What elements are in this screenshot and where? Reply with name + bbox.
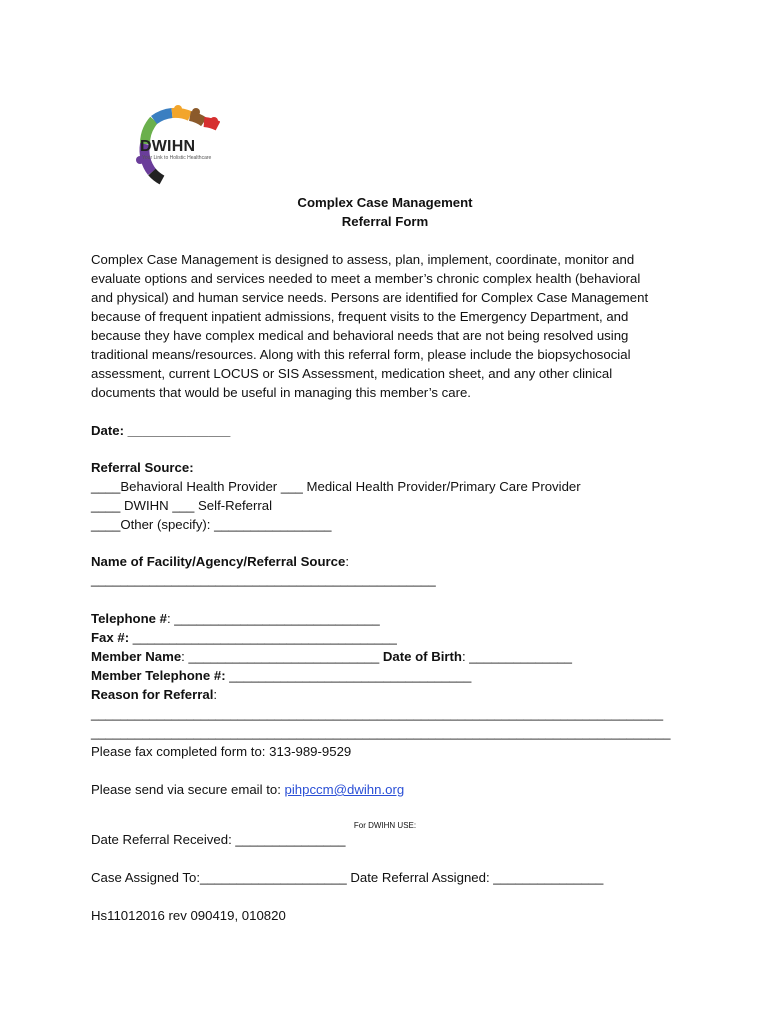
member-telephone-blank[interactable]: _________________________________ [225,668,472,683]
intro-line: evaluate options and services needed to meet a member’s chronic complex health (behavioral [91,271,641,286]
logo-tagline: Your Link to Holistic Healthcare [142,155,212,161]
dob-label: Date of Birth [382,649,462,664]
telephone-label: Telephone # [91,611,167,626]
facility-colon: : [345,554,349,569]
form-title: Complex Case Management [297,195,473,210]
dob-blank[interactable]: : ______________ [461,649,572,664]
referral-source-option[interactable]: ____Behavioral Health Provider ___ Medical Health Provider/Primary Care Provider [91,479,581,494]
intro-line: Complex Case Management is designed to assess, plan, implement, coordinate, monitor and [91,252,635,267]
fax-instruction: Please fax completed form to: 313-989-9529 [91,744,352,759]
reason-colon: : [213,687,218,702]
referral-source-option[interactable]: ____ DWIHN ___ Self-Referral [91,498,273,513]
logo-wordmark: DWIHN [140,138,196,155]
fax-blank[interactable]: ____________________________________ [129,630,397,645]
form-subtitle: Referral Form [341,214,429,229]
intro-line: traditional means/resources. Along with this referral form, please include the biopsychosocial [91,347,631,362]
referral-source-other[interactable]: ____Other (specify): ________________ [91,517,332,532]
reason-blank-line[interactable]: ______________________________________________________________________________ [91,706,664,721]
telephone-row[interactable] [91,609,380,628]
email-instruction: Please send via secure email to: [91,782,285,797]
intro-line: documents that would be useful in managing this member’s care. [91,385,471,400]
reason-label: Reason for Referral [91,687,214,702]
member-telephone-label: Member Telephone #: [91,668,226,683]
date-field[interactable]: Date: ______________ [91,423,231,438]
intro-line: assessment, current LOCUS or SIS Assessment, medication sheet, and any other clinical [91,366,613,381]
member-name-row[interactable] [91,647,572,666]
member-name-blank[interactable]: : __________________________ [181,649,383,664]
intro-line: because of frequent inpatient admissions, frequent visits to the Emergency Department, and [91,309,629,324]
reason-blank-line[interactable]: _______________________________________________________________________________ [91,725,671,740]
telephone-blank[interactable]: : ____________________________ [166,611,380,626]
intro-line: because they have complex medical and behavioral needs that are not being resolved using [91,328,629,343]
facility-label: Name of Facility/Agency/Referral Source [91,554,346,569]
member-name-label: Member Name [91,649,182,664]
member-telephone-row[interactable] [91,666,471,685]
fax-label: Fax #: [91,630,130,645]
intro-line: and physical) and human service needs. Persons are identified for Complex Case Management [91,290,649,305]
fax-row[interactable] [91,628,397,647]
revision-code: Hs11012016 rev 090419, 010820 [91,908,286,923]
date-received-field[interactable]: Date Referral Received: _______________ [91,832,346,847]
email-instruction-row [91,780,404,799]
internal-use-heading: For DWIHN USE: [353,821,417,830]
facility-blank[interactable]: _______________________________________________ [91,572,436,587]
facility-label-row [91,552,349,571]
case-assigned-field[interactable]: Case Assigned To:____________________ Date Referral Assigned: _______________ [91,870,604,885]
reason-row [91,685,217,704]
referral-source-heading: Referral Source: [91,460,194,475]
email-link[interactable]: pihpccm@dwihn.org [284,782,405,797]
